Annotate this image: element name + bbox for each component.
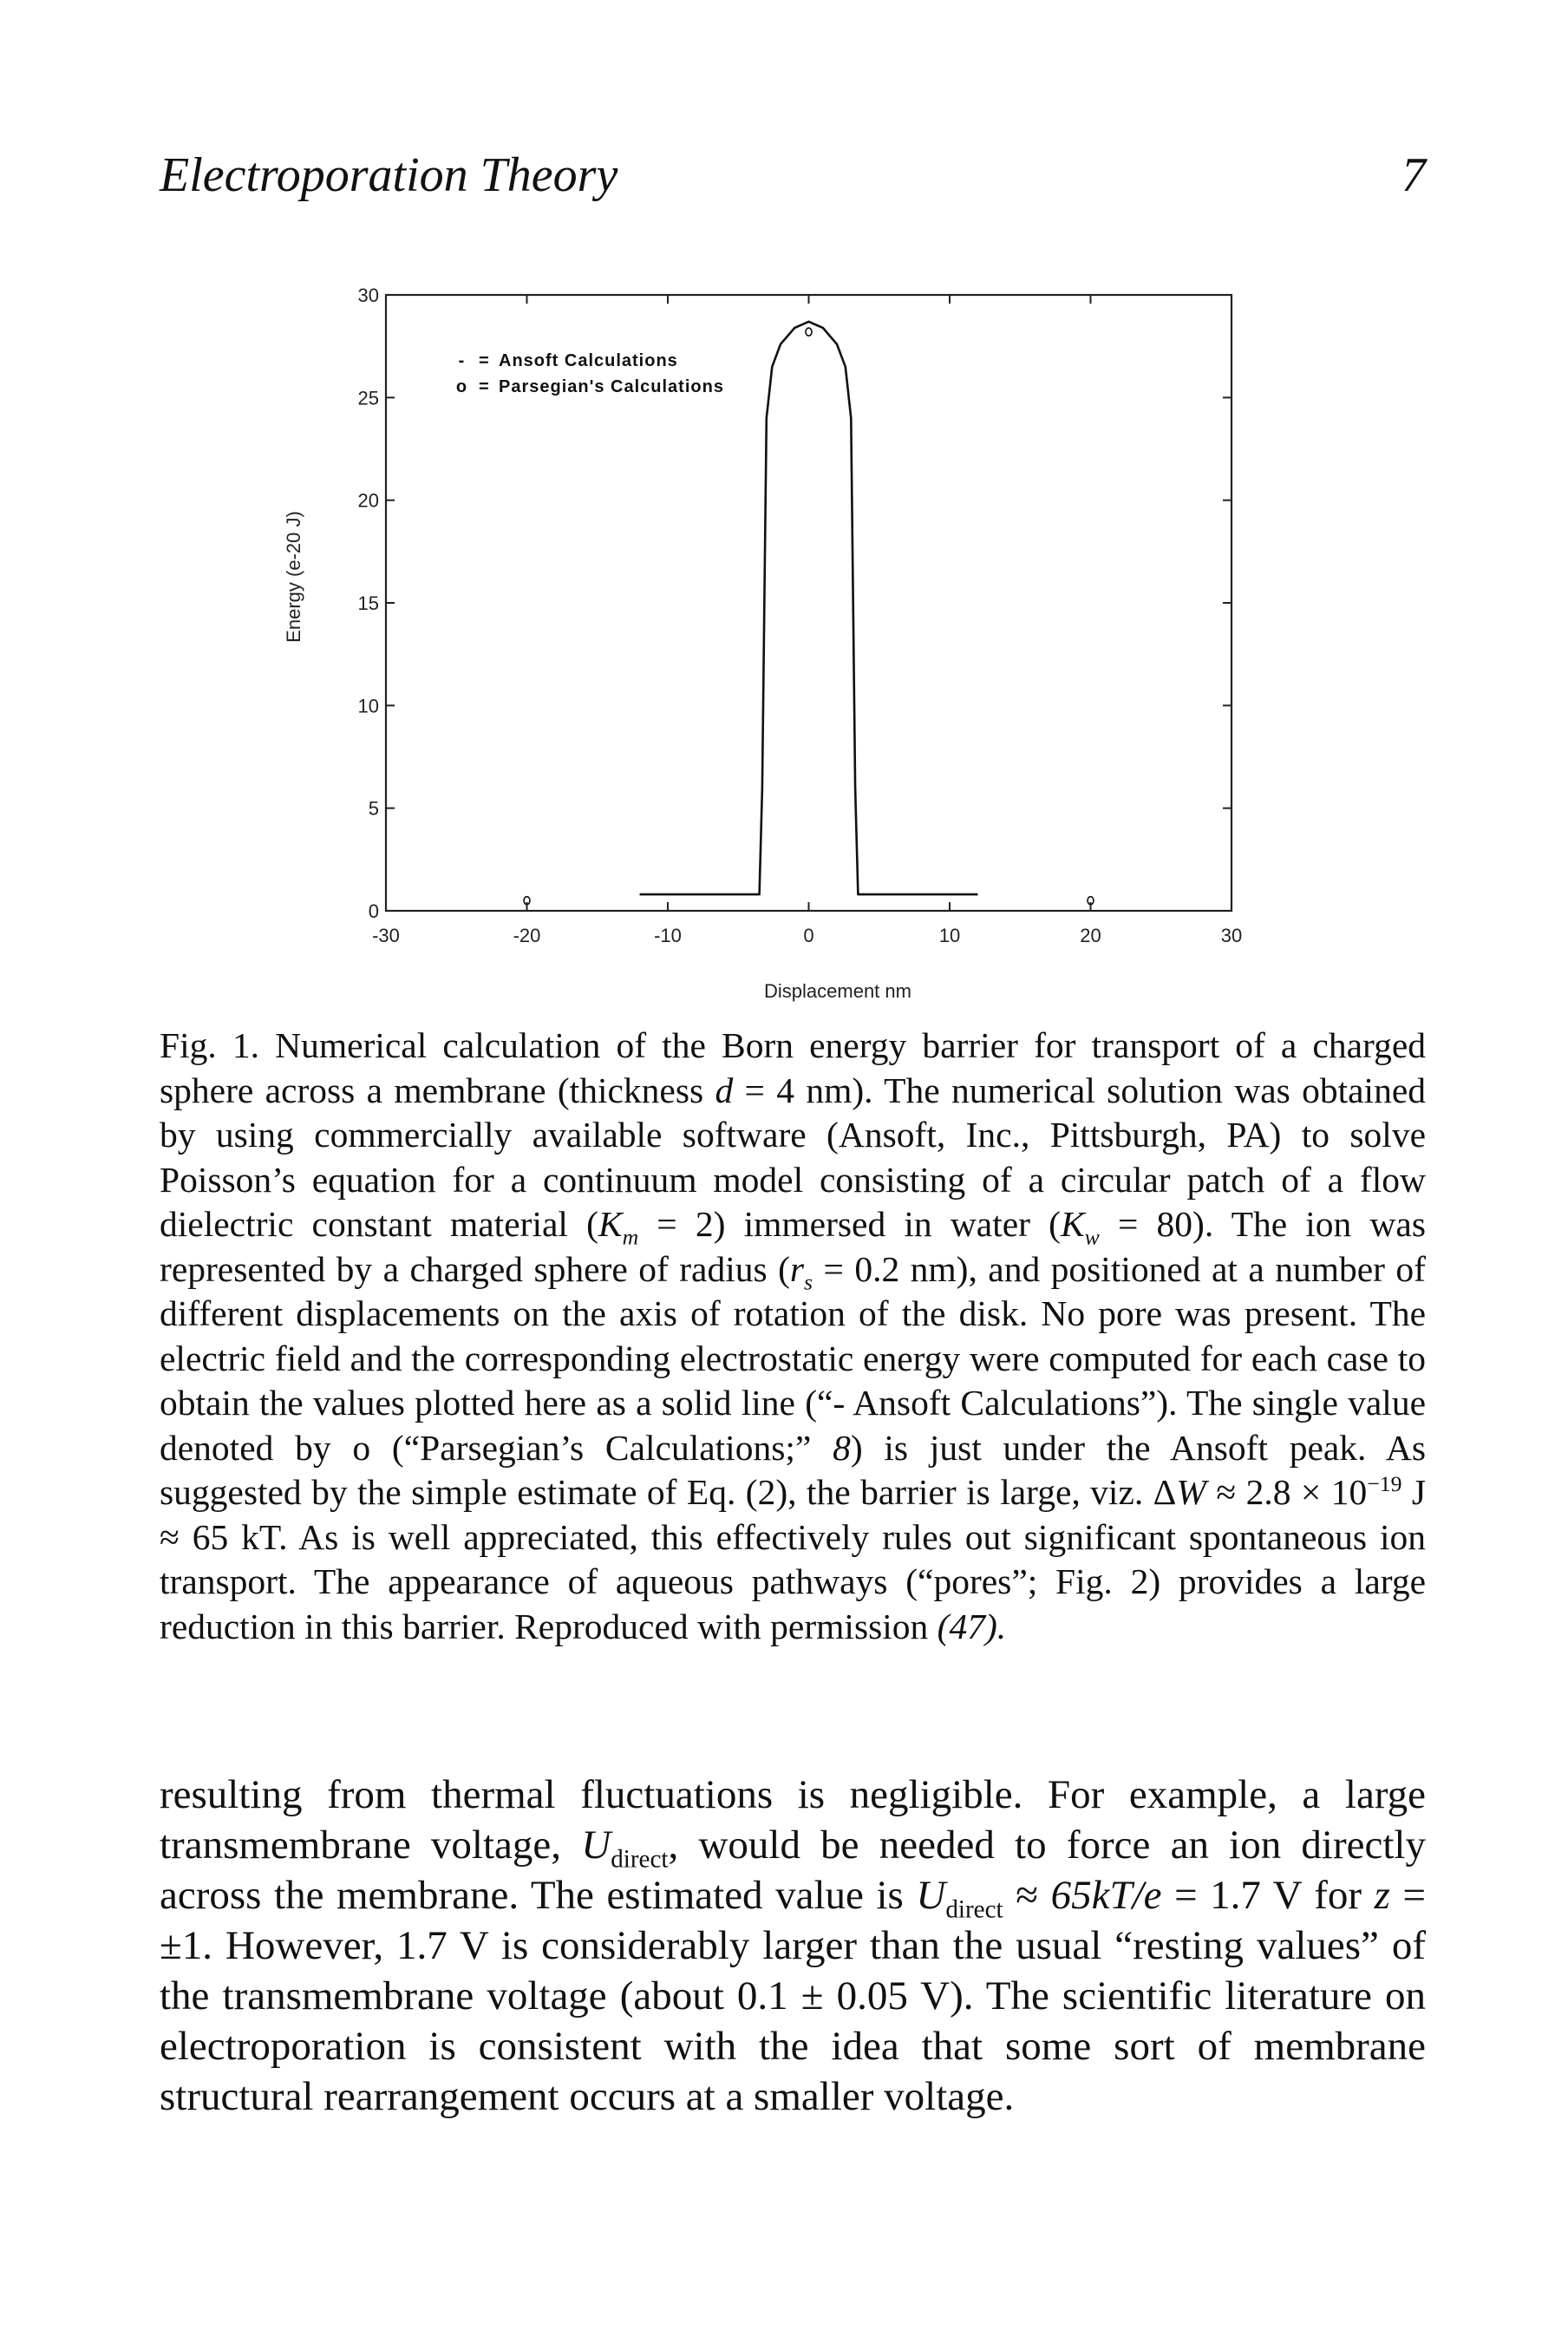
y-tick-label: 5 [368,797,379,820]
x-tick-label: -10 [654,925,682,946]
running-head [160,147,1426,217]
x-tick-label: -20 [513,925,541,946]
legend-marker: o [455,377,467,396]
y-tick-label: 0 [368,900,379,922]
legend-equals: = [479,351,489,370]
y-tick-label: 15 [357,592,379,614]
legend-label: Parsegian's Calculations [499,377,724,396]
y-tick-label: 25 [357,387,379,409]
figure-label: Fig. 1. [160,1025,259,1065]
figure-caption [160,1024,1426,1649]
reference-8: 8 [833,1427,851,1468]
y-tick-label: 30 [357,285,379,306]
ansoft-calculations-line [640,322,978,894]
body-paragraph [160,1770,1426,2122]
running-head-title: Electroporation Theory [160,148,618,202]
legend-label: Ansoft Calculations [499,351,678,370]
caption-paragraph: Fig. 1. Numerical calculation of the Born energy barrier for transport of a charged sphere across a membrane (thickness d = 4 nm). The numerical solution was obtained by using commercially available software (Ansoft, Inc., Pittsburgh, PA) to solve Poisson’s equation for a continuum model consisting of a circular patch of a flow dielectric constant material $(K_m = 2)$ immersed in water $(K_w = 80)$. The ion was represented by a charged sphere of radius ($r_s = 0.2$ nm), and positioned at a number of different displacements on the axis of rotation of the disk. No pore was present. The electric field and the corresponding electrostatic energy were computed for each case to obtain the values plotted here as a solid line (“- Ansoft Calculations”). The single value denoted by o (“Parsegian’s Calculations;” 8) is just under the Ansoft peak. As suggested by the simple estimate of Eq. (2), the barrier is large, viz. $\Delta W \approx 2.8 \times 10^{-19}$ J ≈ 65 kT. As is well appreciated, this effectively rules out significant spontaneous ion transport. The appearance of aqueous pathways (“pores”; Fig. 2) provides a large reduction in this barrier. Reproduced with permission (47). [160,1025,1427,1646]
x-axis-label: Displacement nm [764,980,911,1002]
x-tick-label: -30 [372,925,400,946]
body-text: resulting from thermal fluctuations is negligible. For example, a large transmembrane voltage, $U_{direct}$, would be needed to force an ion directly across the membrane. The estimated value is $U_{direct} \approx 65kT/e = 1.7$ V for z = ±1. However, 1.7 V is considerably larger than the usual “resting values” of the transmembrane voltage (about 0.1 ± 0.05 V). The scientific literature on electroporation is consistent with the idea that some sort of membrane structural rearrangement occurs at a smaller voltage. [160,1772,1426,2119]
legend-marker: - [458,351,465,370]
x-tick-label: 30 [1220,925,1243,946]
y-tick-label: 10 [357,695,379,717]
y-axis-label: Energy (e-20 J) [283,511,304,643]
parsegian-calculation-point [806,328,812,336]
y-tick-label: 20 [357,489,379,512]
x-tick-label: 20 [1080,925,1101,946]
reference-47: (47). [937,1606,1007,1646]
legend-equals: = [479,377,489,396]
x-tick-label: 10 [938,925,961,946]
x-tick-label: 0 [803,925,814,946]
energy-barrier-chart [243,269,1318,1006]
page-number: 7 [1401,148,1426,202]
